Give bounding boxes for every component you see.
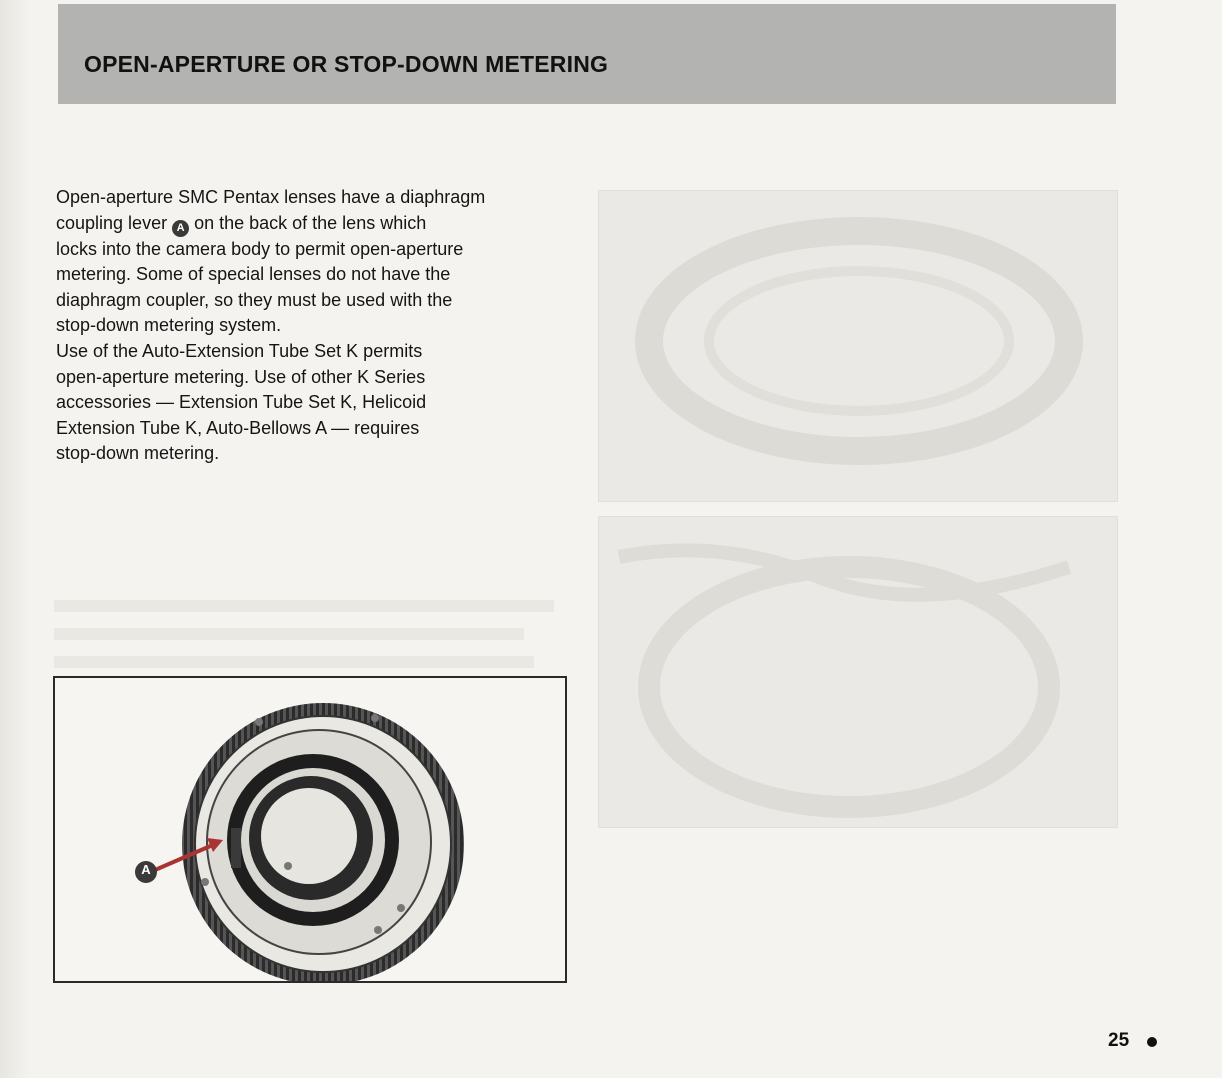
page-number-bullet — [1147, 1037, 1157, 1047]
body-text — [56, 185, 586, 467]
text-line: diaphragm coupler, so they must be used with the — [56, 289, 453, 310]
text-line: open-aperture metering. Use of other K Series — [56, 366, 426, 387]
bleed-hand-shape — [599, 517, 1117, 827]
page-edge-shadow — [0, 0, 30, 1078]
text-fragment: on the back of the lens which — [189, 212, 427, 233]
text-line-with-marker — [56, 211, 586, 237]
page-number: 25 — [1108, 1030, 1130, 1051]
text-line: metering. Some of special lenses do not have the — [56, 264, 451, 285]
text-line: stop-down metering system. — [56, 315, 282, 336]
text-line: locks into the camera body to permit open-aperture — [56, 238, 464, 259]
text-line: stop-down metering. — [56, 443, 220, 464]
text-line: Use of the Auto-Extension Tube Set K permits — [56, 340, 423, 361]
marker-a-icon: A — [172, 220, 189, 237]
bleed-ring-shape — [599, 191, 1117, 501]
lens-mount-rear-icon — [55, 678, 565, 981]
lens-figure — [53, 676, 567, 983]
bleed-photo-top — [598, 190, 1118, 502]
text-line: accessories — Extension Tube Set K, Helicoid — [56, 392, 427, 413]
page-title: OPEN-APERTURE OR STOP-DOWN METERING — [84, 51, 609, 77]
text-line: Extension Tube K, Auto-Bellows A — requires — [56, 417, 420, 438]
bleed-photo-bottom — [598, 516, 1118, 828]
callout-a-label: A — [141, 862, 151, 877]
text-fragment: coupling lever — [56, 212, 173, 233]
text-line: Open-aperture SMC Pentax lenses have a diaphragm — [56, 187, 486, 207]
